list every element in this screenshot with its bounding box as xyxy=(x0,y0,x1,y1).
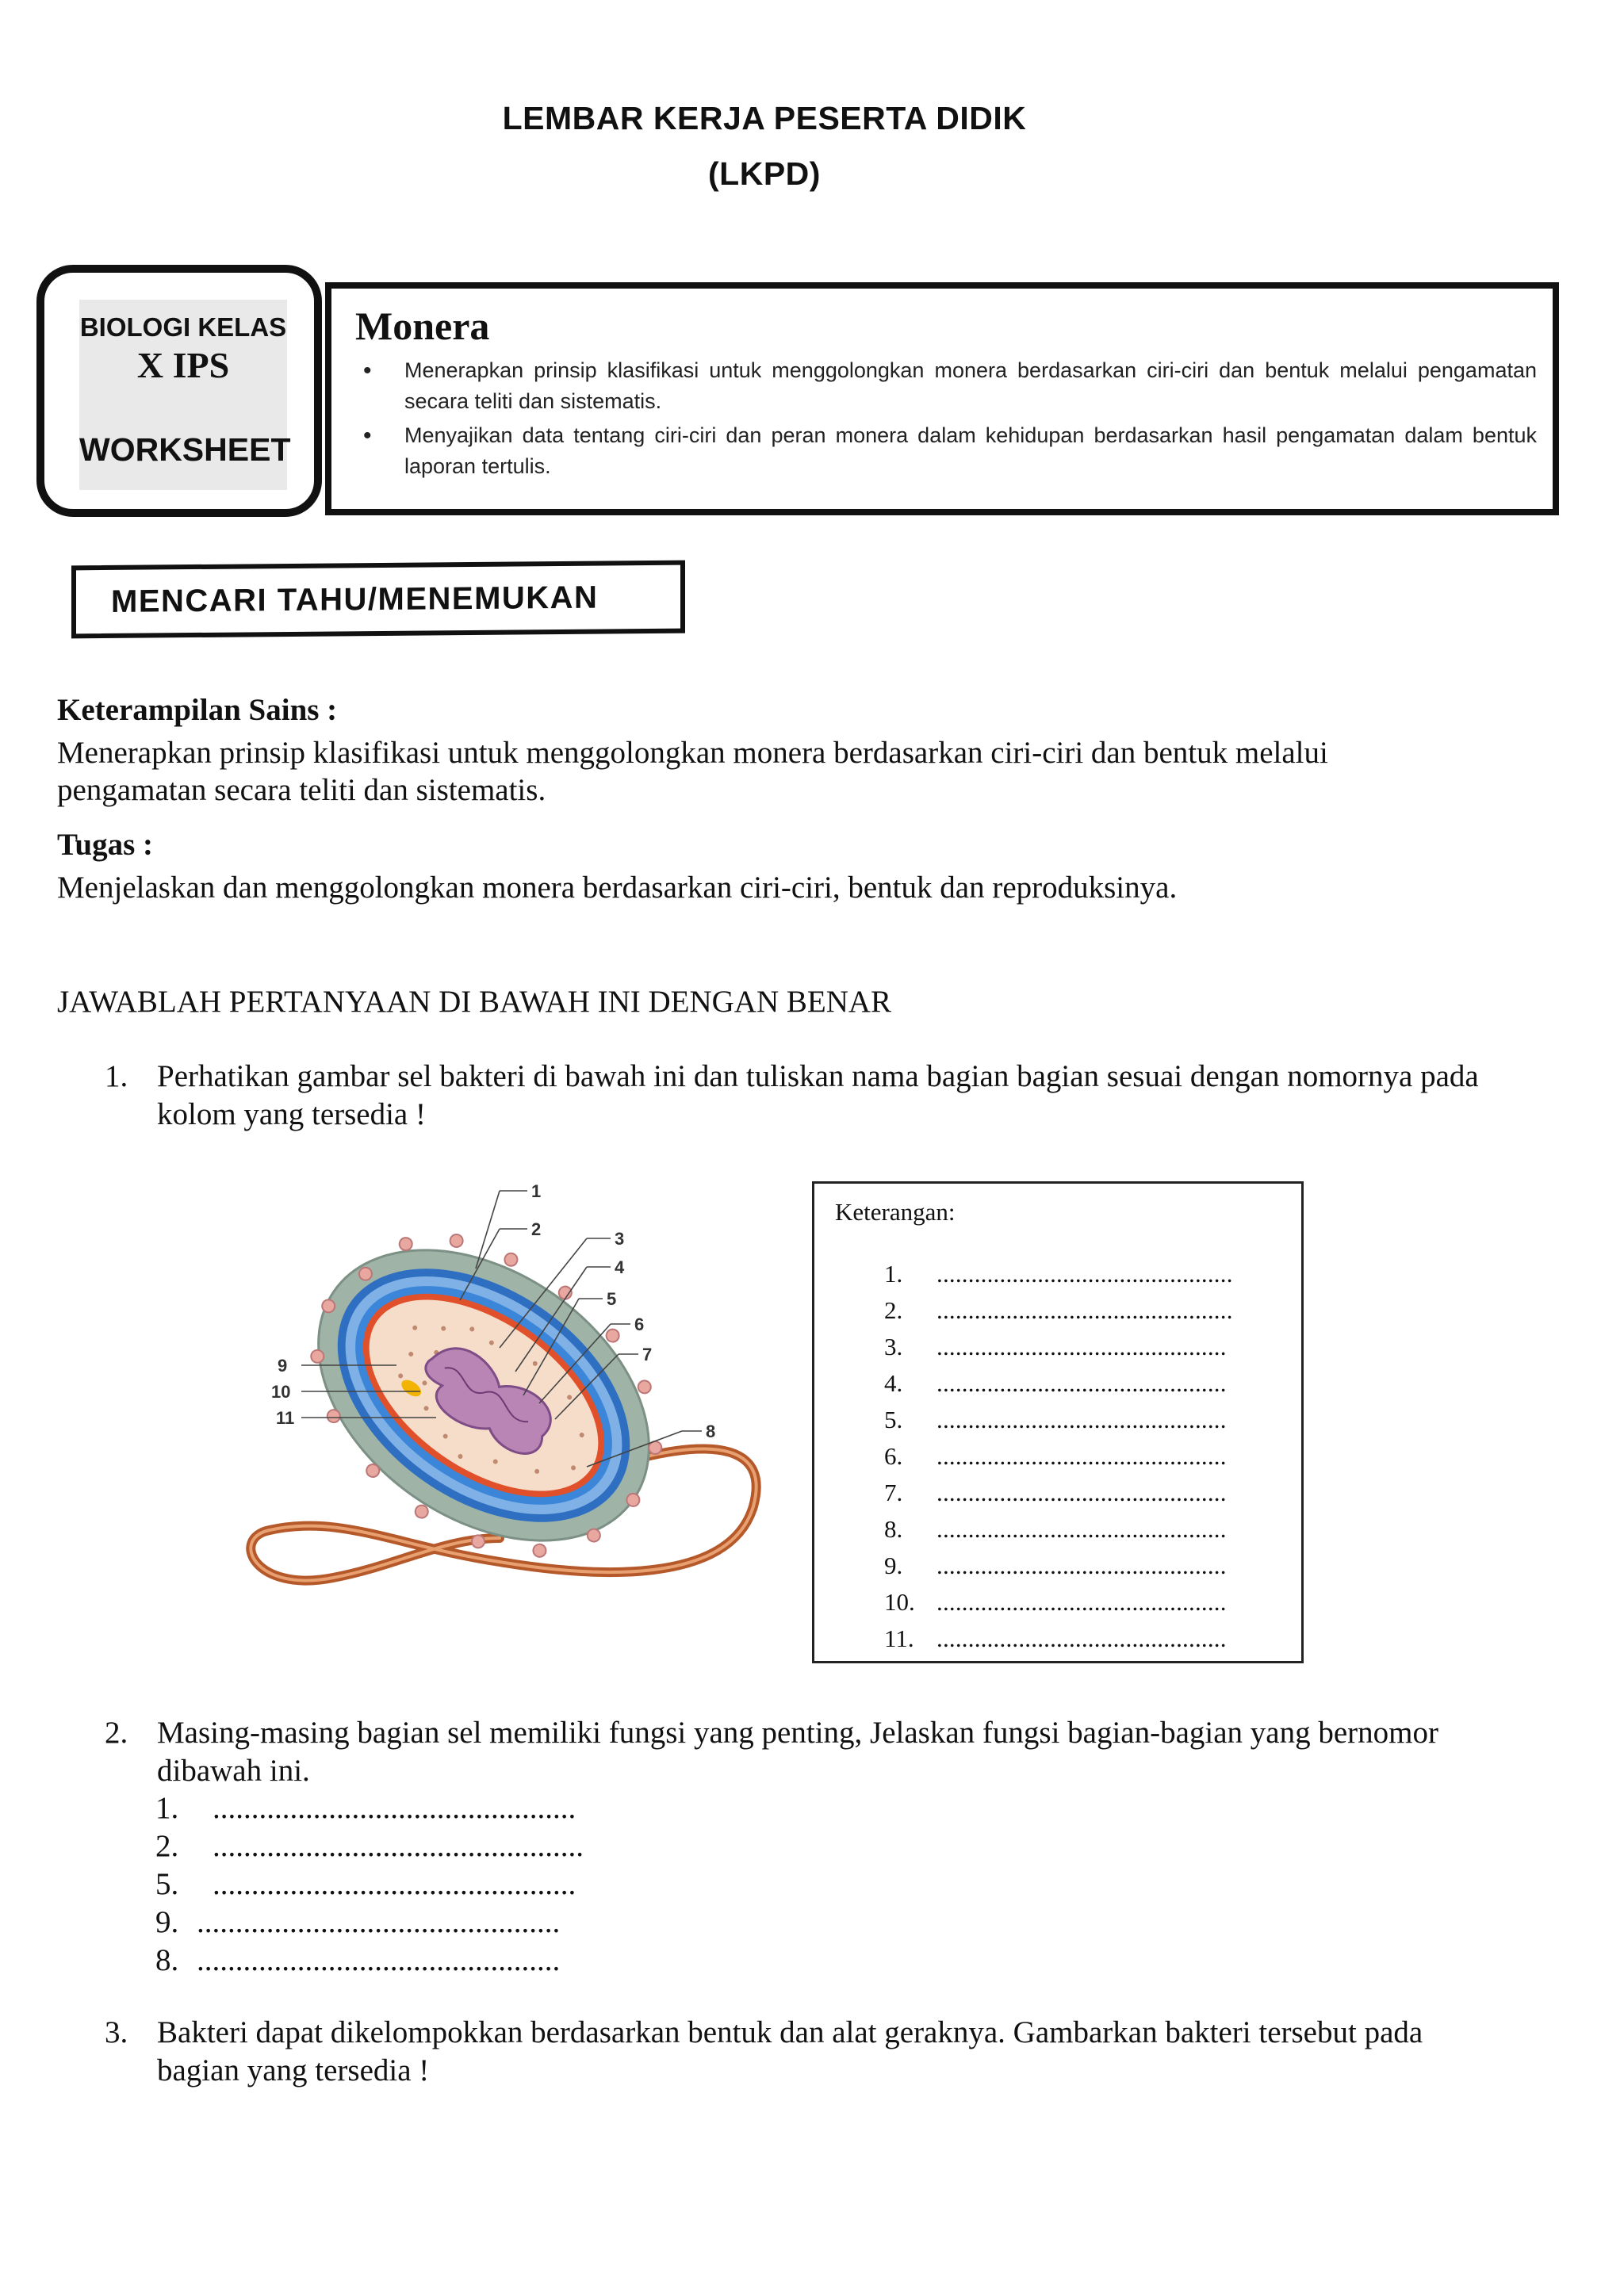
answer-blank[interactable]: ............................................... xyxy=(197,1905,561,1939)
answer-blank[interactable]: ............................................... xyxy=(197,1943,561,1977)
answer-blank[interactable]: ............................................... xyxy=(213,1867,576,1901)
page-subtitle: (LKPD) xyxy=(708,155,821,192)
answer-blank[interactable]: ................................................ xyxy=(213,1829,584,1863)
question-number: 3. xyxy=(105,2015,128,2049)
subject-label: BIOLOGI KELAS xyxy=(79,312,287,342)
question-text: Masing-masing bagian sel memiliki fungsi yang penting, Jelaskan fungsi bagian-bagian yang bernomor dibawah ini. xyxy=(157,1716,1438,1788)
diagram-label: 1 xyxy=(531,1181,542,1201)
row-number: 11. xyxy=(884,1624,914,1652)
skills-label: Keterampilan Sains : xyxy=(57,693,338,727)
page-title: LEMBAR KERJA PESERTA DIDIK xyxy=(502,100,1027,136)
row-number: 2. xyxy=(155,1829,179,1863)
diagram-label: 4 xyxy=(615,1257,625,1277)
diagram-label: 7 xyxy=(642,1345,653,1364)
question-number: 1. xyxy=(105,1059,128,1093)
instruction-text: JAWABLAH PERTANYAAN DI BAWAH INI DENGAN BENAR xyxy=(57,985,892,1019)
diagram-label: 3 xyxy=(615,1229,625,1249)
row-number: 1. xyxy=(155,1791,179,1825)
row-number: 1. xyxy=(884,1260,903,1288)
diagram-label: 8 xyxy=(706,1422,716,1441)
row-number: 6. xyxy=(884,1442,903,1470)
diagram-label: 11 xyxy=(276,1408,295,1428)
task-label: Tugas : xyxy=(57,828,154,862)
worksheet-label: WORKSHEET xyxy=(79,431,291,468)
row-number: 9. xyxy=(155,1905,179,1939)
question-text: Bakteri dapat dikelompokkan berdasarkan bentuk dan alat geraknya. Gambarkan bakteri tersebut pada bagian yang tersedia ! xyxy=(157,2015,1423,2087)
question-number: 2. xyxy=(105,1716,128,1750)
answer-blank[interactable]: .............................................. xyxy=(936,1588,1227,1616)
objective-item xyxy=(355,355,1537,417)
row-number: 3. xyxy=(884,1333,903,1360)
question-2 xyxy=(105,1714,1500,1793)
keterangan-box xyxy=(812,1181,1304,1663)
task-text: Menjelaskan dan menggolongkan monera berdasarkan ciri-ciri, bentuk dan reproduksinya. xyxy=(57,871,1178,905)
subject-box xyxy=(36,265,322,517)
bullet-icon: • xyxy=(363,423,372,449)
row-number: 5. xyxy=(155,1867,179,1901)
bullet-icon: • xyxy=(363,358,372,384)
row-number: 2. xyxy=(884,1296,903,1324)
answer-blank[interactable]: .............................................. xyxy=(936,1479,1227,1506)
question-1 xyxy=(105,1058,1500,1137)
diagram-label: 10 xyxy=(271,1382,291,1402)
objective-text: Menerapkan prinsip klasifikasi untuk menggolongkan monera berdasarkan ciri-ciri dan bentuk melalui pengamatan secara teliti dan sistematis. xyxy=(404,358,1537,413)
diagram-label: 6 xyxy=(634,1314,645,1334)
answer-blank[interactable]: ............................................... xyxy=(936,1296,1233,1324)
answer-blank[interactable]: .............................................. xyxy=(936,1369,1227,1397)
section-heading: MENCARI TAHU/MENEMUKAN xyxy=(71,561,685,639)
answer-blank[interactable]: .............................................. xyxy=(936,1624,1227,1652)
class-label: X IPS xyxy=(136,345,230,385)
question-text: Perhatikan gambar sel bakteri di bawah ini dan tuliskan nama bagian bagian sesuai dengan nomornya pada kolom yang tersedia ! xyxy=(157,1059,1479,1131)
objectives-list xyxy=(355,355,1537,485)
objective-item xyxy=(355,420,1537,482)
row-number: 7. xyxy=(884,1479,903,1506)
row-number: 9. xyxy=(884,1552,903,1579)
answer-blank[interactable]: .............................................. xyxy=(936,1333,1227,1360)
objective-text: Menyajikan data tentang ciri-ciri dan peran monera dalam kehidupan berdasarkan hasil pengamatan dalam bentuk laporan tertulis. xyxy=(404,423,1537,478)
question-3 xyxy=(105,2014,1500,2093)
keterangan-heading: Keterangan: xyxy=(835,1198,956,1226)
bacteria-cell-diagram xyxy=(238,1165,793,1609)
row-number: 8. xyxy=(155,1943,179,1977)
row-number: 8. xyxy=(884,1515,903,1543)
diagram-label: 5 xyxy=(607,1289,617,1309)
diagram-label: 9 xyxy=(278,1356,288,1376)
answer-blank[interactable]: .............................................. xyxy=(936,1552,1227,1579)
answer-blank[interactable]: ............................................... xyxy=(213,1791,576,1825)
row-number: 10. xyxy=(884,1588,915,1616)
topic-box xyxy=(325,282,1559,515)
skills-text: Menerapkan prinsip klasifikasi untuk menggolongkan monera berdasarkan ciri-ciri dan bentuk melalui pengamatan secara teliti dan sistematis. xyxy=(57,736,1328,807)
answer-blank[interactable]: .............................................. xyxy=(936,1442,1227,1470)
row-number: 5. xyxy=(884,1406,903,1433)
answer-blank[interactable]: ............................................... xyxy=(936,1260,1233,1288)
diagram-label: 2 xyxy=(531,1219,542,1239)
answer-blank[interactable]: .............................................. xyxy=(936,1515,1227,1543)
row-number: 4. xyxy=(884,1369,903,1397)
answer-blank[interactable]: .............................................. xyxy=(936,1406,1227,1433)
subject-panel xyxy=(79,300,291,490)
topic-title: Monera xyxy=(355,304,490,348)
